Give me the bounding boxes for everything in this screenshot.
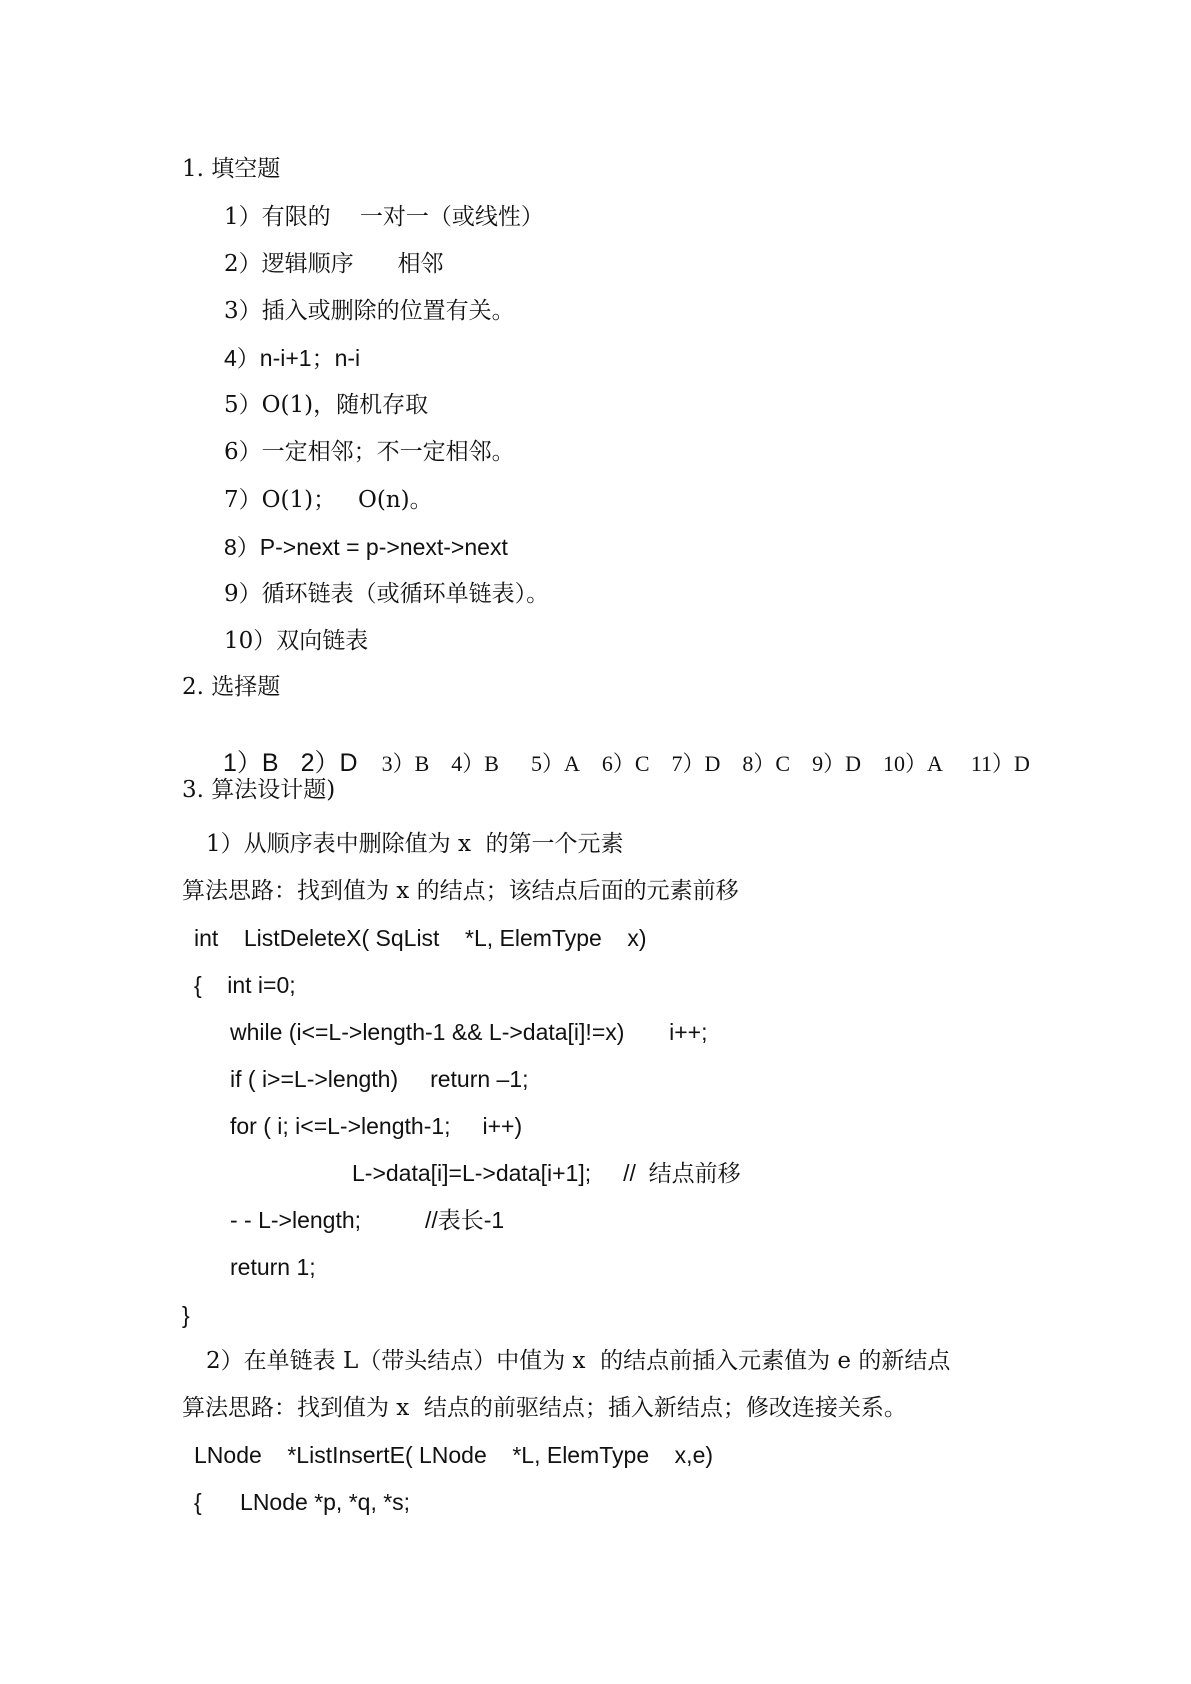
answer-item: 10）双向链表: [224, 628, 369, 654]
code-line: L->data[i]=L->data[i+1]; // 结点前移: [352, 1160, 741, 1186]
choice-answer: 11）D: [970, 751, 1030, 776]
choice-answer: 2）D: [300, 749, 358, 777]
section-heading-fill-in: 1. 填空题: [182, 156, 281, 182]
answer-item: 7）O(1)； O(n)。: [224, 487, 433, 513]
choice-answer: 4）B: [451, 751, 499, 776]
choice-answer: 3）B: [381, 751, 430, 776]
section-heading-algorithm: 3. 算法设计题): [182, 777, 336, 803]
choice-answer: 7）D: [671, 751, 721, 776]
code-line: { int i=0;: [194, 972, 296, 998]
answer-item: 9）循环链表（或循环单链表）。: [224, 581, 550, 607]
choice-answer: 10）A: [882, 751, 943, 776]
answer-item: 1）有限的 一对一（或线性）: [224, 204, 544, 230]
code-line: while (i<=L->length-1 && L->data[i]!=x) i++;: [230, 1019, 708, 1045]
code-line: }: [182, 1302, 190, 1328]
answer-item: 8）P->next = p->next->next: [224, 534, 508, 560]
choice-answer: 5）A: [530, 751, 580, 776]
answer-item: 6）一定相邻；不一定相邻。: [224, 439, 515, 465]
code-line: LNode *ListInsertE( LNode *L, ElemType x,e): [194, 1442, 714, 1468]
choice-answer: 9）D: [812, 751, 861, 776]
code-line: if ( i>=L->length) return –1;: [230, 1066, 529, 1092]
answer-item: 3）插入或删除的位置有关。: [224, 298, 515, 324]
code-line: for ( i; i<=L->length-1; i++): [230, 1113, 523, 1139]
code-line: - - L->length; //表长-1: [230, 1207, 505, 1233]
answer-item: 5）O(1)，随机存取: [224, 392, 429, 418]
problem-title: 1）从顺序表中删除值为 x 的第一个元素: [206, 831, 624, 857]
choice-answer: 6）C: [601, 751, 650, 776]
choice-answer: 8）C: [742, 751, 791, 776]
answer-item: 4）n-i+1；n-i: [224, 345, 361, 371]
choice-answer: 1）B: [223, 749, 279, 777]
section-heading-choice: 2. 选择题: [182, 674, 281, 700]
code-line: return 1;: [230, 1254, 316, 1280]
algorithm-idea: 算法思路：找到值为 x 的结点；该结点后面的元素前移: [182, 878, 739, 904]
answer-item: 2）逻辑顺序 相邻: [224, 251, 444, 277]
code-line: { LNode *p, *q, *s;: [194, 1489, 411, 1515]
code-line: int ListDeleteX( SqList *L, ElemType x): [194, 925, 647, 951]
problem-title: 2）在单链表 L（带头结点）中值为 x 的结点前插入元素值为 e 的新结点: [206, 1348, 951, 1374]
algorithm-idea: 算法思路：找到值为 x 结点的前驱结点；插入新结点；修改连接关系。: [182, 1395, 907, 1421]
